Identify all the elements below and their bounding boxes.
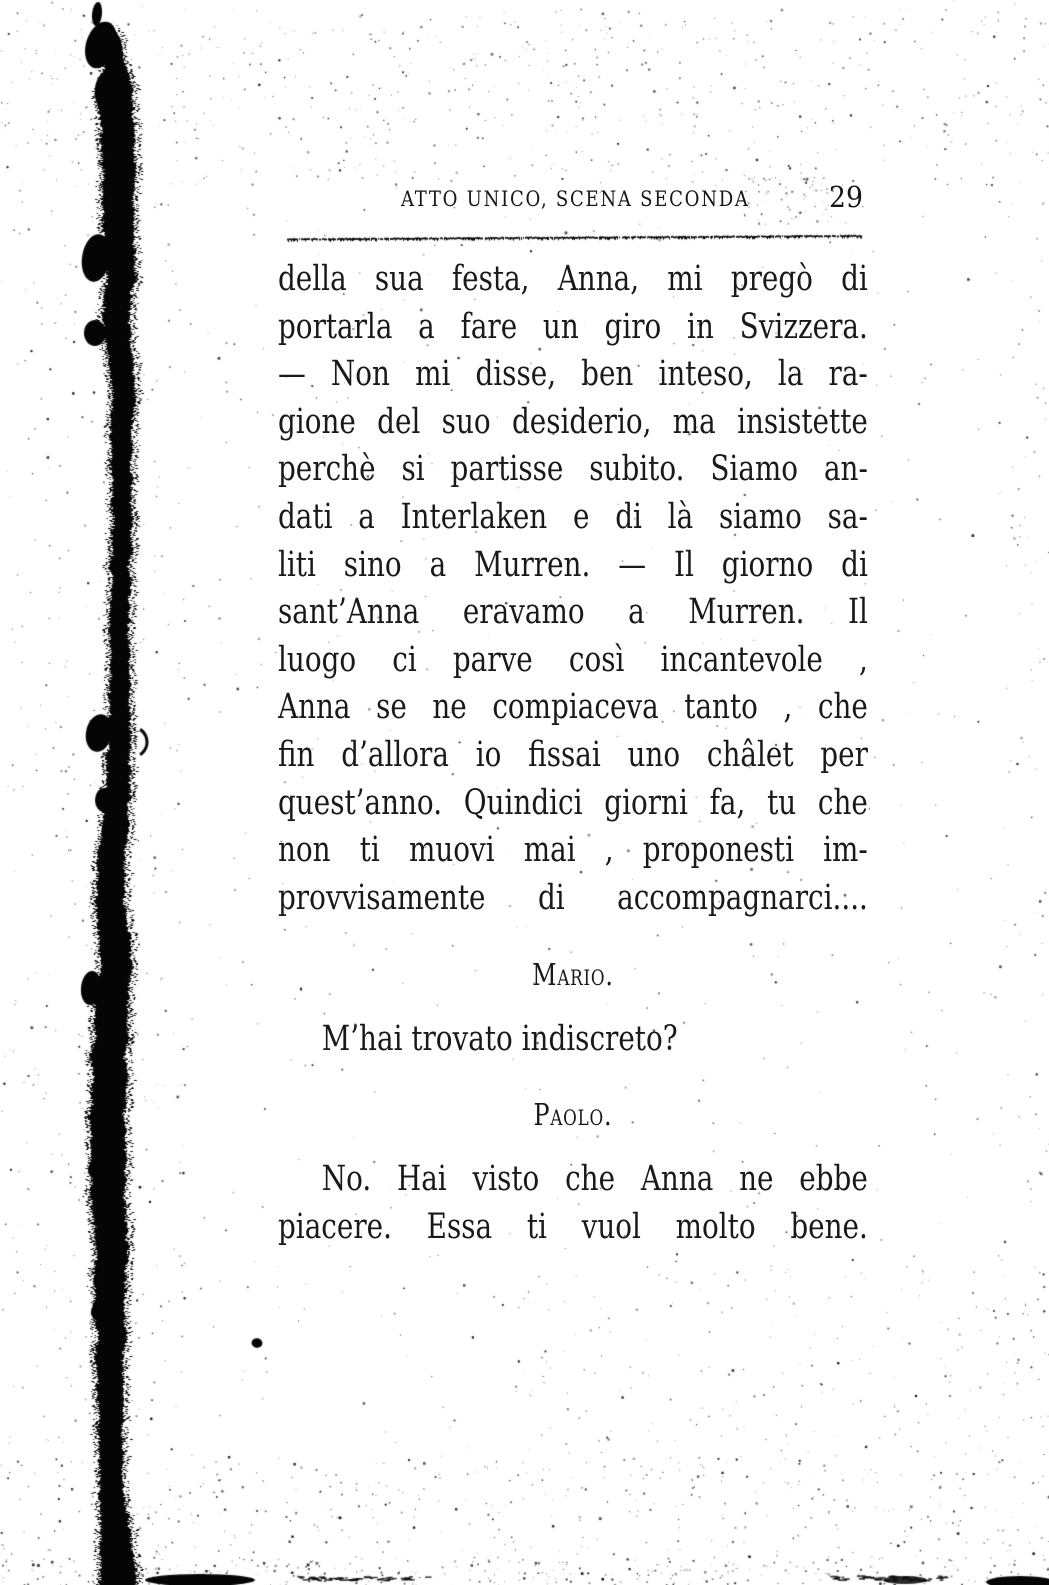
word: luogo (278, 639, 357, 680)
word: Anna (278, 687, 351, 728)
text-line (278, 637, 868, 685)
word: sa- (827, 496, 868, 537)
word: insistette (737, 401, 868, 442)
word: vuol (581, 1206, 641, 1247)
word: uno (627, 734, 681, 775)
word: Anna, (557, 259, 640, 299)
word: disse, (475, 354, 557, 395)
text-line (278, 1204, 868, 1252)
word: Hai (396, 1159, 447, 1200)
word: — (618, 544, 647, 585)
text-line (278, 304, 868, 352)
word: Murren. (474, 544, 591, 585)
text-line (278, 494, 868, 542)
word: di (615, 496, 642, 537)
text-line (278, 542, 868, 590)
word: a (418, 306, 435, 347)
word: incantevole (660, 639, 823, 680)
word: là (667, 496, 694, 537)
word: un (542, 306, 579, 347)
word: an- (823, 449, 868, 490)
word: giorno (721, 544, 814, 585)
word: partisse (450, 449, 564, 490)
word: non (278, 830, 331, 871)
word: ti (526, 1206, 547, 1247)
word: ma (672, 401, 716, 442)
word: e (572, 496, 590, 537)
word: a (429, 544, 447, 585)
word: fin (278, 734, 315, 775)
word: mi (415, 354, 451, 395)
word: quest’anno. (278, 782, 443, 823)
word: bene. (790, 1206, 868, 1247)
word: liti (278, 544, 316, 585)
word: im- (823, 830, 868, 871)
word: dati (278, 496, 333, 537)
word: sua (374, 259, 424, 299)
word: sino (343, 544, 402, 585)
word: Il (673, 544, 694, 585)
text-line (278, 589, 868, 637)
word: pregò (730, 259, 813, 299)
word: io (475, 734, 502, 775)
word: , (604, 830, 614, 871)
word: desiderio, (511, 401, 652, 442)
word: Anna (640, 1159, 714, 1200)
word: ra- (828, 354, 868, 395)
word: ne (432, 687, 467, 728)
word: di (841, 259, 868, 299)
word: gione (278, 401, 356, 442)
word: ne (739, 1159, 774, 1200)
word: suo (441, 401, 491, 442)
text-line (278, 256, 868, 304)
word: giro (604, 306, 662, 347)
text-block (278, 256, 868, 1251)
word: perchè (278, 449, 376, 490)
word: Svizzera. (739, 306, 868, 347)
word: provvisamente (278, 877, 486, 918)
word: a (358, 496, 375, 537)
word: eravamo (462, 592, 585, 633)
word: ti (359, 830, 380, 871)
word: di (537, 877, 565, 918)
text-line (278, 827, 868, 875)
word: tanto (684, 687, 758, 728)
text-line: M’hai trovato indiscreto? (321, 1018, 678, 1059)
word: che (565, 1159, 616, 1200)
speaker-heading: Mario. (532, 958, 614, 994)
word: del (377, 401, 421, 442)
word: d’allora (341, 734, 449, 775)
word: ebbe (799, 1159, 868, 1200)
text-line (278, 875, 868, 923)
word: di (841, 544, 868, 585)
word: tu (767, 782, 797, 823)
word: festa, (451, 259, 530, 299)
word: della (278, 259, 347, 299)
word: muovi (408, 830, 495, 871)
word: fare (460, 306, 518, 347)
running-head-title: ATTO UNICO, SCENA SECONDA (401, 187, 750, 211)
text-line (278, 1156, 868, 1204)
word: No. (321, 1159, 372, 1200)
word: se (376, 687, 407, 728)
word: portarla (278, 306, 393, 347)
word: fa, (709, 782, 746, 823)
word: — (278, 354, 306, 395)
word: , (859, 639, 868, 680)
word: giorni (604, 782, 688, 823)
word: che (817, 687, 868, 728)
word: mi (667, 259, 703, 299)
word: accompagnarci.... (617, 877, 868, 918)
word: mai (523, 830, 576, 871)
word: inteso, (658, 354, 753, 395)
word: a (628, 592, 645, 633)
running-head (0, 180, 1049, 224)
word: visto (472, 1159, 540, 1200)
word: subito. (589, 449, 685, 490)
word: ben (581, 354, 634, 395)
word: Murren. (688, 592, 805, 633)
text-line (278, 780, 868, 828)
word: che (817, 782, 868, 823)
speaker-heading: Paolo. (533, 1097, 613, 1133)
page-number: 29 (829, 180, 863, 214)
word: Siamo (710, 449, 799, 490)
word: châlet (706, 734, 794, 775)
word: così (568, 639, 625, 680)
word: si (401, 449, 425, 490)
text-line (278, 399, 868, 447)
word: , (783, 687, 793, 728)
text-line (278, 684, 868, 732)
text-line (278, 351, 868, 399)
word: per (820, 734, 868, 775)
word: sant’Anna (278, 592, 420, 633)
text-line (278, 446, 868, 494)
text-line (278, 732, 868, 780)
word: proponesti (642, 830, 794, 871)
word: siamo (718, 496, 802, 537)
word: Quindici (463, 782, 583, 823)
word: Essa (426, 1206, 493, 1247)
word: Il (847, 592, 868, 633)
word: ci (392, 639, 417, 680)
word: Non (330, 354, 390, 395)
word: in (687, 306, 714, 347)
word: molto (675, 1206, 756, 1247)
word: parve (452, 639, 533, 680)
word: compiaceva (492, 687, 659, 728)
word: Interlaken (400, 496, 548, 537)
word: fissai (528, 734, 601, 775)
word: la (777, 354, 804, 395)
word: piacere. (278, 1206, 392, 1247)
